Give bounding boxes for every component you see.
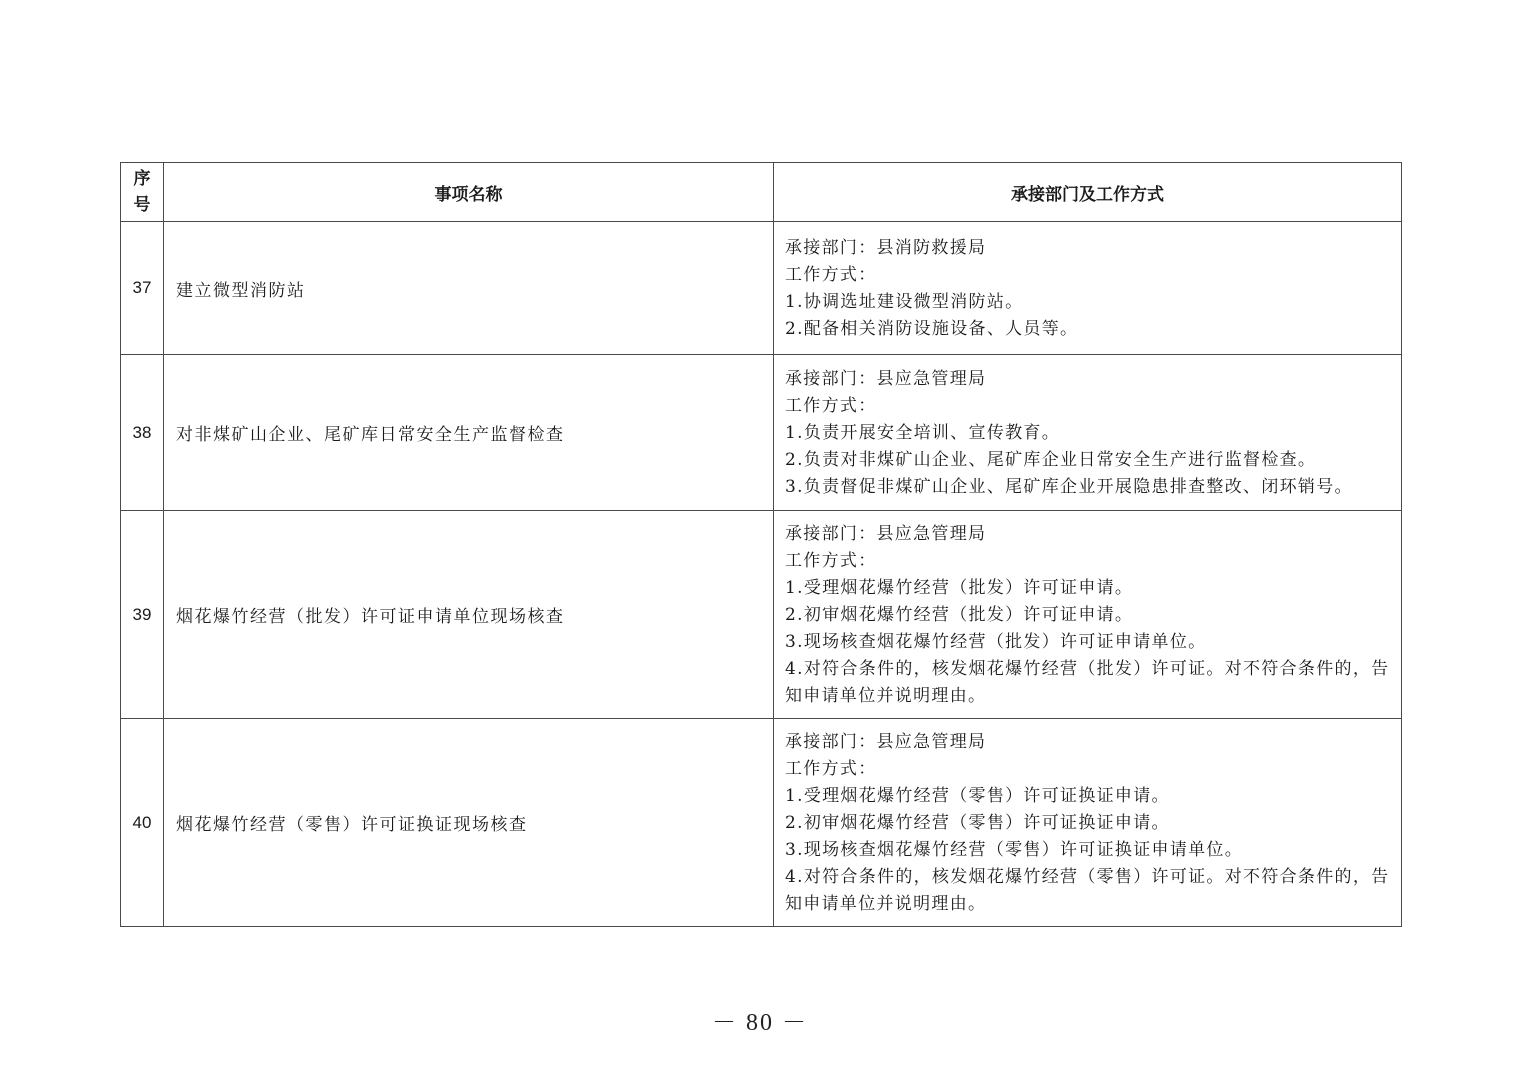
method-line: 工作方式：: [785, 265, 877, 285]
method-line: 3.负责督促非煤矿山企业、尾矿库企业开展隐患排查整改、闭环销号。: [785, 477, 1353, 497]
method-line: 工作方式：: [785, 759, 877, 779]
method-line: 2.初审烟花爆竹经营（零售）许可证换证申请。: [785, 813, 1170, 833]
row-item-name: 烟花爆竹经营（零售）许可证换证现场核查: [164, 719, 774, 927]
method-line: 2.配备相关消防设施设备、人员等。: [785, 319, 1079, 339]
method-line: 4.对符合条件的，核发烟花爆竹经营（零售）许可证。对不符合条件的，告知申请单位并说明理由。: [785, 867, 1390, 914]
table-row: [121, 222, 1402, 355]
table-row: [121, 511, 1402, 719]
header-department-method: 承接部门及工作方式: [774, 163, 1402, 222]
row-department-method: [774, 719, 1402, 927]
method-line: 承接部门：县应急管理局: [785, 732, 987, 752]
method-line: 1.受理烟花爆竹经营（批发）许可证申请。: [785, 578, 1134, 598]
method-line: 工作方式：: [785, 396, 877, 416]
row-number: 39: [121, 511, 164, 719]
method-line: 2.初审烟花爆竹经营（批发）许可证申请。: [785, 605, 1134, 625]
table-row: [121, 355, 1402, 511]
page-number: － 80 －: [712, 1010, 808, 1036]
method-line: 承接部门：县消防救援局: [785, 238, 987, 258]
row-department-method: [774, 355, 1402, 511]
row-department-method: [774, 511, 1402, 719]
header-item-name: 事项名称: [164, 163, 774, 222]
method-line: 1.协调选址建设微型消防站。: [785, 292, 1024, 312]
table-header-row: [121, 163, 1402, 222]
table-row: [121, 719, 1402, 927]
method-line: 承接部门：县应急管理局: [785, 369, 987, 389]
method-line: 4.对符合条件的，核发烟花爆竹经营（批发）许可证。对不符合条件的，告知申请单位并说明理由。: [785, 659, 1390, 706]
row-number: 38: [121, 355, 164, 511]
header-number: 序号: [121, 163, 164, 222]
method-line: 2.负责对非煤矿山企业、尾矿库企业日常安全生产进行监督检查。: [785, 450, 1317, 470]
row-number: 37: [121, 222, 164, 355]
row-item-name: 建立微型消防站: [164, 222, 774, 355]
method-line: 3.现场核查烟花爆竹经营（零售）许可证换证申请单位。: [785, 840, 1244, 860]
row-number: 40: [121, 719, 164, 927]
method-line: 承接部门：县应急管理局: [785, 524, 987, 544]
method-line: 1.负责开展安全培训、宣传教育。: [785, 423, 1061, 443]
row-item-name: 对非煤矿山企业、尾矿库日常安全生产监督检查: [164, 355, 774, 511]
method-line: 3.现场核查烟花爆竹经营（批发）许可证申请单位。: [785, 632, 1207, 652]
method-line: 工作方式：: [785, 551, 877, 571]
row-item-name: 烟花爆竹经营（批发）许可证申请单位现场核查: [164, 511, 774, 719]
row-department-method: [774, 222, 1402, 355]
method-line: 1.受理烟花爆竹经营（零售）许可证换证申请。: [785, 786, 1170, 806]
items-table: [120, 162, 1402, 927]
